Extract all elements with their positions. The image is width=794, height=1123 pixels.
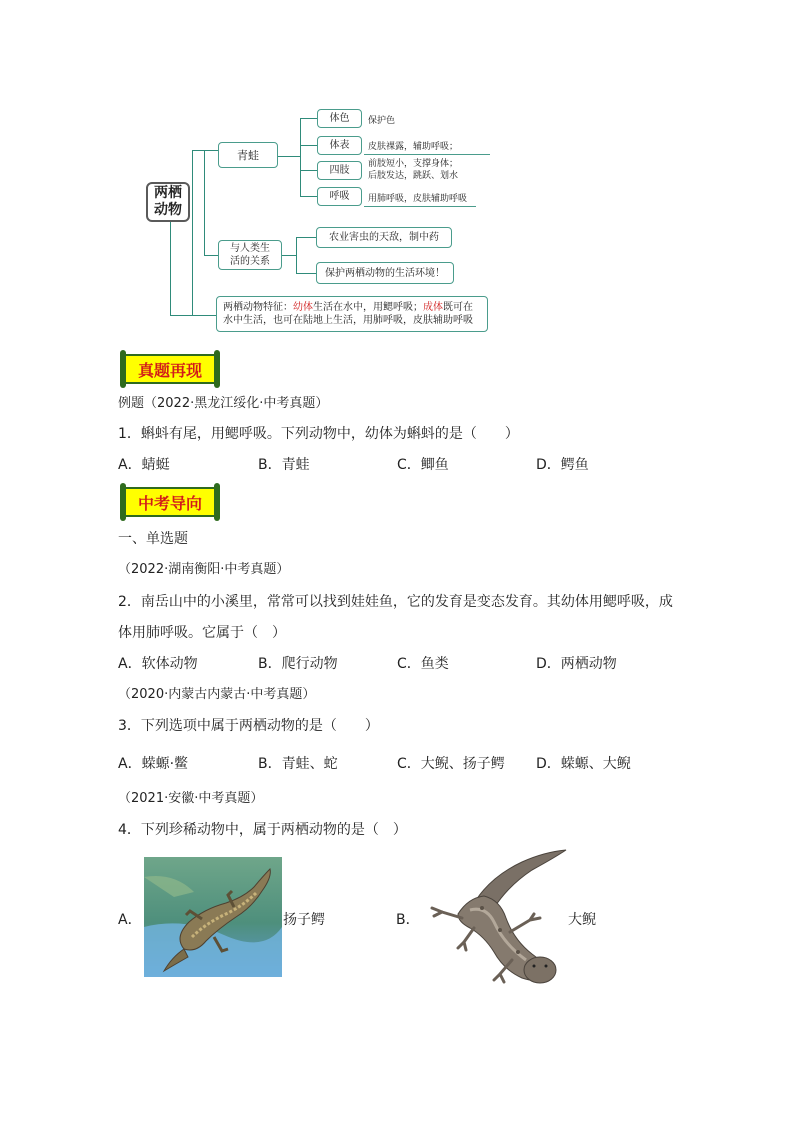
feature-prefix: 两栖动物特征： (223, 302, 293, 313)
question-3-stem: 3．下列选项中属于两栖动物的是（ ） (118, 718, 379, 734)
feature-mid: 生活在水中，用鳃呼吸； (313, 302, 423, 313)
question-2-option[interactable]: A．软体动物 (118, 656, 198, 672)
relation-label: 与人类生 活的关系 (230, 243, 270, 267)
connector (296, 273, 316, 274)
connector (192, 150, 218, 151)
banner-roll (214, 483, 220, 521)
connector (296, 237, 316, 238)
connector (300, 196, 317, 197)
connector (300, 118, 301, 196)
question-4-option-a-label: 扬子鳄 (283, 912, 325, 928)
connector (296, 237, 297, 273)
alligator-picture (144, 857, 282, 977)
trait-note: 保护色 (368, 116, 396, 126)
question-3-option[interactable]: C．大鲵、扬子鳄 (397, 756, 505, 772)
trait-label: 呼吸 (329, 191, 350, 202)
relation-item-text: 农业害虫的天敌，制中药 (329, 232, 439, 243)
question-4-stem: 4．下列珍稀动物中，属于两栖动物的是（ ） (118, 822, 407, 838)
feature-suffix: 既可在 (443, 302, 473, 313)
connector (204, 255, 218, 256)
note-underline (364, 206, 476, 207)
question-3-option[interactable]: A．蝾螈·鳖 (118, 756, 189, 772)
note-underline (364, 154, 490, 155)
relation-item (316, 262, 454, 284)
feature-larva: 幼体 (293, 302, 313, 313)
question-2-option[interactable]: D．两栖动物 (536, 656, 617, 672)
question-1-option[interactable]: B．青蛙 (258, 457, 310, 473)
trait-body-surface (317, 136, 362, 155)
connector (204, 150, 205, 255)
connector (300, 170, 317, 171)
question-4-option-a-letter[interactable]: A． (118, 912, 142, 928)
trait-note: 前肢短小，支撑身体； 后肢发达，跳跃、划水 (368, 159, 459, 181)
connector (300, 118, 317, 119)
feature-line2: 水中生活，也可在陆地上生活，用肺呼吸，皮肤辅助呼吸 (223, 315, 473, 326)
connector (170, 222, 171, 315)
banner-roll (214, 350, 220, 388)
question-4-option-b-label: 大鲵 (568, 912, 596, 928)
example-source: 例题（2022·黑龙江绥化·中考真题） (118, 396, 329, 411)
mindmap-relation (218, 240, 282, 270)
question-3-option[interactable]: D．蝾螈、大鲵 (536, 756, 631, 772)
question-1-option[interactable]: A．蜻蜓 (118, 457, 170, 473)
feature-adult: 成体 (423, 302, 443, 313)
question-1-stem: 1．蝌蚪有尾，用鳃呼吸。下列动物中，幼体为蝌蚪的是（ ） (118, 426, 519, 442)
mindmap-root-label: 两栖 动物 (154, 185, 182, 218)
banner-title: 真题再现 (137, 360, 202, 380)
banner-roll (120, 483, 126, 521)
banner-title: 中考导向 (137, 493, 202, 513)
trait-label: 四肢 (329, 165, 350, 176)
trait-body-color (317, 109, 362, 128)
alligator-image[interactable] (144, 857, 282, 977)
question-4-option-b-letter[interactable]: B． (396, 912, 420, 928)
salamander-picture (422, 848, 570, 986)
question-1-option[interactable]: C．鲫鱼 (397, 457, 449, 473)
question-3-option[interactable]: B．青蛙、蛇 (258, 756, 338, 772)
section-banner (124, 487, 216, 517)
trait-note: 皮肤裸露，辅助呼吸； (368, 142, 459, 152)
relation-item (316, 227, 452, 248)
relation-item-text: 保护两栖动物的生活环境！ (325, 267, 445, 279)
question-4-source: （2021·安徽·中考真题） (118, 791, 264, 806)
mindmap-feature (216, 296, 488, 332)
trait-breathing (317, 187, 362, 206)
mindmap (0, 0, 794, 340)
mindmap-frog (218, 142, 278, 168)
connector (192, 150, 193, 315)
question-2-source: （2022·湖南衡阳·中考真题） (118, 562, 290, 577)
question-2-option[interactable]: C．鱼类 (397, 656, 449, 672)
trait-note: 用肺呼吸，皮肤辅助呼吸 (368, 194, 468, 204)
feature-line1 (223, 301, 473, 314)
trait-label: 体色 (329, 113, 350, 124)
connector (278, 156, 300, 157)
mindmap-root (146, 182, 190, 222)
frog-label: 青蛙 (237, 148, 259, 162)
trait-limbs (317, 161, 362, 180)
trait-label: 体表 (329, 140, 350, 151)
section-banner (124, 354, 216, 384)
connector (170, 315, 216, 316)
salamander-image[interactable] (422, 848, 570, 986)
question-1-option[interactable]: D．鳄鱼 (536, 457, 589, 473)
connector (282, 255, 296, 256)
question-2-stem: 2．南岳山中的小溪里，常常可以找到娃娃鱼，它的发育是变态发育。其幼体用鳃呼吸，成 (118, 594, 673, 610)
connector (300, 145, 317, 146)
question-3-source: （2020·内蒙古内蒙古·中考真题） (118, 687, 316, 702)
question-2-stem: 体用肺呼吸。它属于（ ） (118, 625, 286, 641)
banner-roll (120, 350, 126, 388)
section-title: 一、单选题 (118, 531, 188, 547)
question-2-option[interactable]: B．爬行动物 (258, 656, 338, 672)
